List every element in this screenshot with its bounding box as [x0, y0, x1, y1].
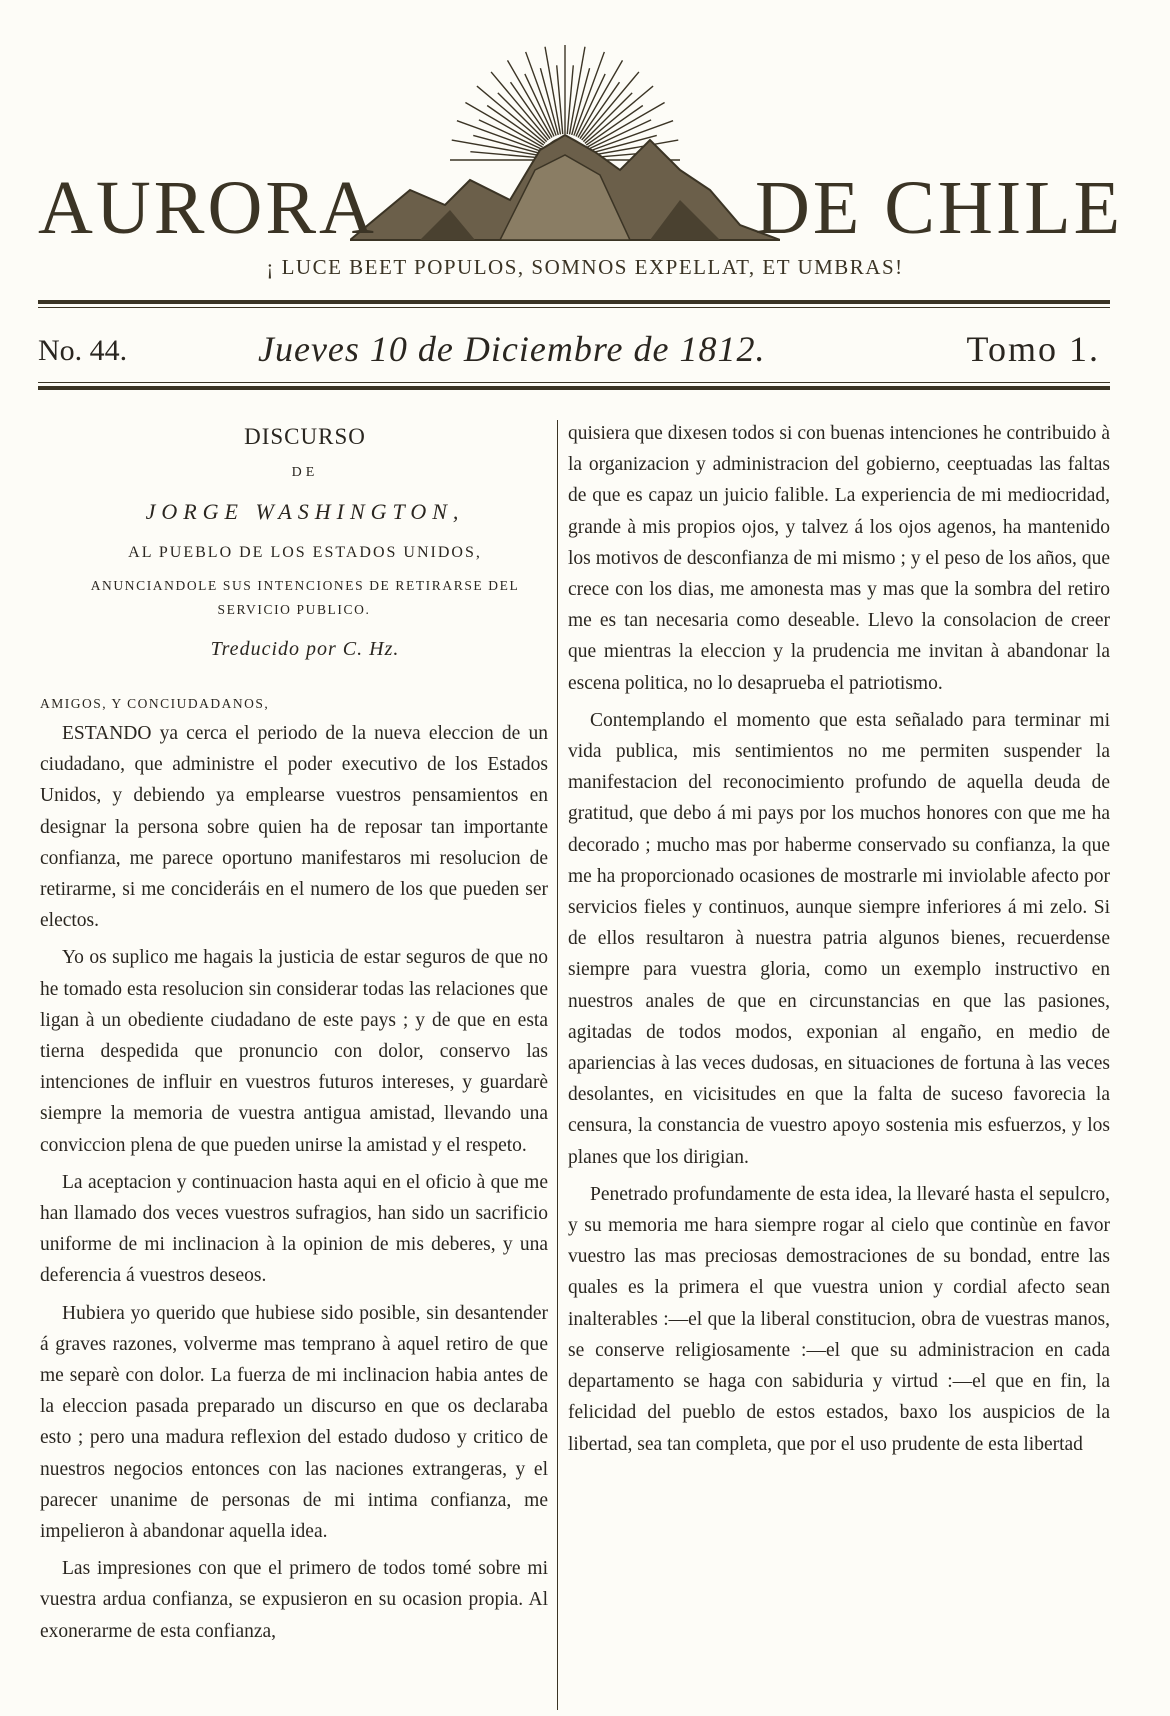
article-right-column: [568, 418, 1110, 1466]
article-author: JORGE WASHINGTON,: [145, 499, 465, 524]
volume-number: Tomo 1.: [966, 329, 1100, 369]
issue-date: Jueves 10 de Diciembre de 1812.: [258, 329, 766, 369]
article-audience: AL PUEBLO DE LOS ESTADOS UNIDOS,: [128, 544, 482, 561]
paragraph: Hubiera yo querido que hubiese sido posible, sin desantender á graves razones, volverme mas temprano à aquel retiro de que me separè con dolor. La fuerza de mi inclinacion habia antes de la eleccion pasada preparado un discurso en que os declaraba esto ; pero una madura reflexion del estado dudoso y critico de nuestros negocios entonces con las naciones extrangeras, y el parecer unanime de personas de mi intima confianza, me impelieron à abandonar aquella idea.: [40, 1302, 548, 1543]
article-salutation: AMIGOS, Y CONCIUDADANOS,: [40, 696, 270, 711]
masthead-motto: ¡ LUCE BEET POPULOS, SOMNOS EXPELLAT, ET UMBRAS!: [266, 255, 904, 279]
paragraph: ESTANDO ya cerca el periodo de la nueva eleccion de un ciudadano, que administre el poder executivo de los Estados Unidos, y debiendo ya emplearse vuestros pensamientos en designar la persona sobre quien ha de reposar tan importante confianza, me parece oportuno manifestaros mi resolucion de retirarme, si me concideráis en el numero de los que pueden ser electos.: [40, 723, 548, 932]
article-translator: Treducido por C. Hz.: [210, 638, 400, 660]
article-subtitle: ANUNCIANDOLE SUS INTENCIONES DE RETIRARSE DEL SERVICIO PUBLICO.: [90, 578, 520, 617]
paragraph: Penetrado profundamente de esta idea, la llevaré hasta el sepulcro, y su memoria me hara siempre rogar al cielo que continùe en favor vuestro las mas preciosas demostraciones de su bondad, entre las quales es la primera el que vuestra union y cordial afecto sean inalterables :—el que la liberal constitucion, obra de vuestras manos, se conserve religiosamente :—el que su administracion en cada departamento se haga con sabiduria y virtud :—el que en fin, la felicidad del pueblo de estos estados, baxo los auspicios de la libertad, sea tan completa, que por el uso prudente de esta libertad: [568, 1183, 1110, 1455]
bottom-rule-thin: [38, 382, 1110, 383]
paragraph: La aceptacion y continuacion hasta aqui en el oficio à que me han llamado dos veces vuestros sufragios, han sido un sacrificio uniforme de mi inclinacion à la opinion de mis deberes, y una deferencia á vuestros deseos.: [40, 1171, 548, 1287]
rising-sun-over-andes-emblem: [350, 40, 780, 245]
dateline: [38, 328, 1110, 378]
top-rule-thin: [38, 307, 1110, 308]
masthead-title-left: AURORA: [38, 166, 377, 250]
paragraph: quisiera que dixesen todos si con buenas intenciones he contribuido à la organizacion y administracion del gobierno, ceeptuadas las faltas de que es capaz un juicio falible. La experiencia de mi mediocridad, grande à mis propios ojos, y talvez á los ojos agenos, ha mantenido los motivos de desconfianza de mi mismo ; y el peso de los años, que crece con los dias, me amonesta mas y mas que la sombra del retiro me es tan necesaria como deseable. Llevo la consolacion de creer que mientras la eleccion y la prudencia me invitan à abandonar la escena politica, no lo desaprueba el patriotismo.: [568, 423, 1110, 694]
column-divider: [557, 420, 558, 1710]
paragraph: Las impresiones con que el primero de todos tomé sobre mi vuestra ardua confianza, se expusieron en su ocasion propia. Al exonerarme de esta confianza,: [40, 1558, 548, 1642]
article-left-column: [40, 418, 548, 1653]
paragraph: Yo os suplico me hagais la justicia de estar seguros de que no he tomado esta resolucion sin considerar todas las relaciones que ligan à un obediente ciudadano de este pays ; y de que en esta tierna despedida que pronuncio con dolor, conservo las intenciones de influir en vuestros futuros intereses, y guardarè siempre la memoria de vuestra antigua amistad, llevando una conviccion plena de que pueden unirse la amistad y el respeto.: [40, 947, 548, 1156]
issue-number: No. 44.: [38, 334, 128, 367]
article-heading-de: DE: [291, 465, 319, 480]
masthead-title-right: DE CHILE: [755, 166, 1124, 250]
article-heading: DISCURSO: [244, 424, 366, 449]
bottom-rule: [38, 386, 1110, 390]
top-rule: [38, 300, 1110, 304]
masthead: [0, 0, 1170, 300]
paragraph: Contemplando el momento que esta señalado para terminar mi vida publica, mis sentimientos no me permiten suspender la manifestacion del reconocimiento profundo de aquella deuda de gratitud, que debo á mi pays por los muchos honores con que me ha decorado ; mucho mas por haberme conservado su confianza, la que me ha proporcionado ocasiones de mostrarle mi inviolable afecto por servicios fieles y continuos, aunque siempre inferiores á mi zelo. Si de ellos resultaron à nuestra patria algunos bienes, recuerdense siempre para vuestra gloria, como un exemplo instructivo en nuestros anales de que en circunstancias en que las pasiones, agitadas de todos modos, exponian al engaño, en medio de apariencias à las veces dudosas, en situaciones de fortuna à las veces desolantes, en vicisitudes en que la falta de suceso favorecia la censura, la constancia de vuestro apoyo sostenia mis esfuerzos, y los planes que los dirigian.: [568, 709, 1110, 1168]
